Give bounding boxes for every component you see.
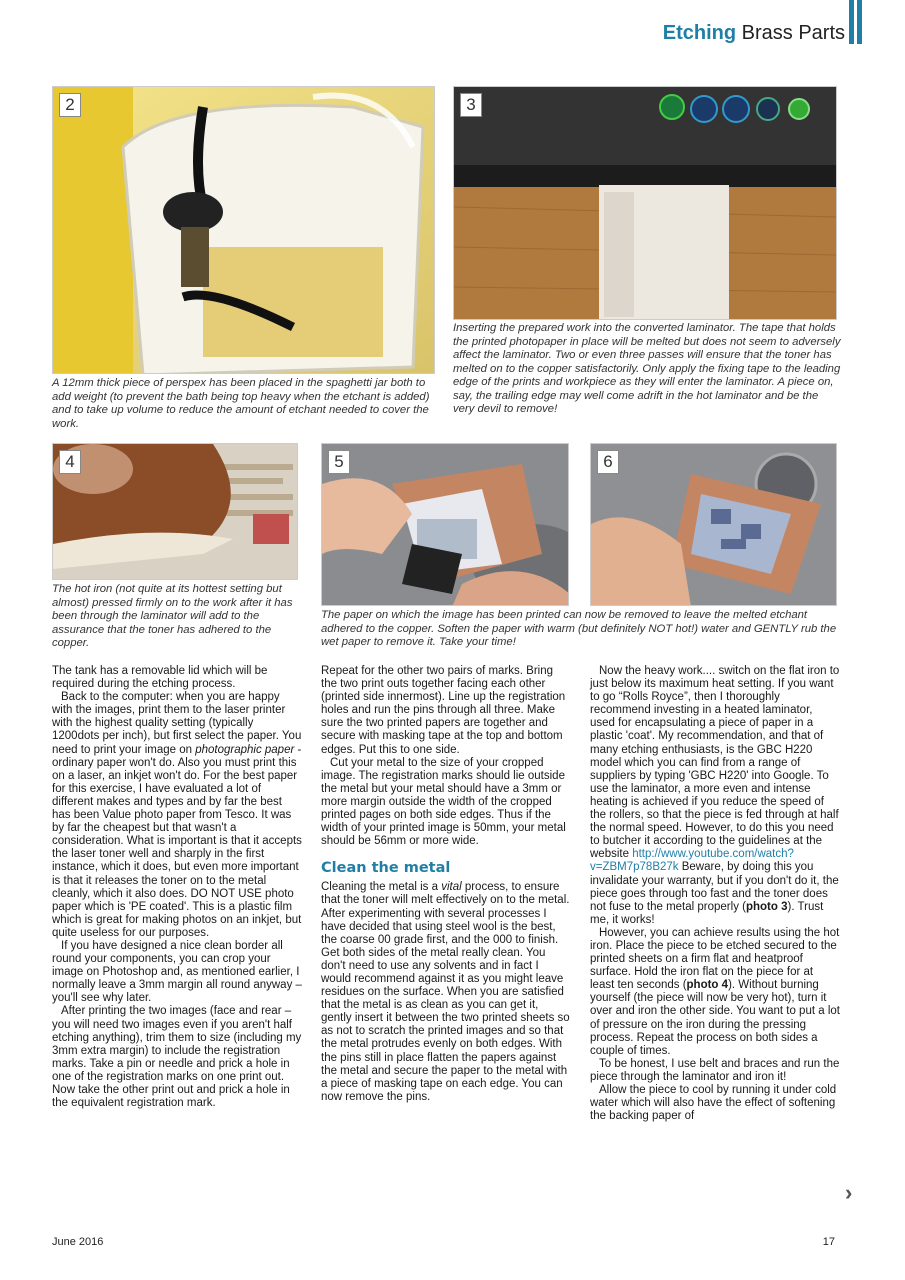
photo-6-number: 6 bbox=[597, 450, 619, 474]
emphasis: vital bbox=[441, 881, 462, 894]
text: Back to the computer: when you are happy with the images, print them to the laser printer with the highest quality setting (typically 1200dots per inch), but first select the paper. You need to print your image on bbox=[52, 691, 302, 756]
paragraph: If you have designed a nice clean border all round your components, you can crop your image on Photoshop and, as mentioned earlier, I normally leave a 3mm margin all round anyway – you'll see why later. bbox=[52, 939, 302, 1005]
text: Beware, by doing this you invalidate your warranty, but if you don't do it, the piece goes through too fast and the toner does not fuse to the metal properly ( bbox=[590, 861, 839, 913]
text: ). Without burning yourself (the piece will now be very hot), turn it over and iron the other side. You want to put a lot of pressure on the iron during the pressing process. Repeat the process on both sides a couple of times. bbox=[590, 979, 840, 1057]
photo-5 bbox=[321, 443, 569, 606]
paragraph: Allow the piece to cool by running it under cold water which will also have the effect of softening the backing paper of bbox=[590, 1084, 837, 1123]
paragraph bbox=[52, 691, 302, 940]
photo-5-number: 5 bbox=[328, 450, 350, 474]
photo-6 bbox=[590, 443, 837, 606]
text: - ordinary paper won't do. Also you must print this on a laser, an inkjet won't do. For the best paper for this exercise, I have evaluated a lot of different makes and types and by far the best has been Value photo paper from Tesco. It was by far the cheapest but that wasn't a consideration. What is important is that it accepts the laser toner well and sharply in the first instance, which it does, but even more important is that it releases the toner on to the metal cleanly, which it also does. DO NOT USE photo paper which is 'PE coated'. This is a plastic film which is great for making photos on an inkjet, but quite useless for our purposes. bbox=[52, 743, 302, 939]
paragraph: Cut your metal to the size of your cropped image. The registration marks should lie outside the metal but your metal should have a 3mm or more margin outside the width of the cropped printed pages on both side edges. Thus if the width of your printed image is 50mm, your metal should be 56mm or more wide. bbox=[321, 756, 566, 848]
paragraph bbox=[590, 927, 840, 1058]
page-header bbox=[663, 20, 845, 46]
bold-reference: photo 4 bbox=[686, 979, 729, 992]
paragraph bbox=[321, 881, 571, 1104]
paragraph: Repeat for the other two pairs of marks. Bring the two print outs together facing each other (printed side innermost). Line up the registration holes and run the pins through all three. Make sure the two printed papers are together and secure with masking tape at the top and bottom edges. Put this to one side. bbox=[321, 665, 566, 756]
header-accent: Etching bbox=[662, 22, 737, 44]
text-column-1 bbox=[52, 665, 302, 1110]
photo-2 bbox=[52, 86, 435, 374]
photo-2-number: 2 bbox=[59, 93, 81, 117]
header-rule bbox=[849, 0, 854, 44]
paragraph: The tank has a removable lid which will be required during the etching process. bbox=[52, 665, 268, 691]
emphasis: photographic paper bbox=[195, 743, 295, 756]
paragraph bbox=[590, 665, 840, 927]
text-column-2 bbox=[321, 665, 571, 1104]
photo-3-image bbox=[454, 87, 837, 320]
photo-4-image bbox=[53, 444, 298, 580]
header-title: Brass Parts bbox=[736, 22, 845, 44]
text: However, you can achieve results using the hot iron. Place the piece to be etched secured to the printed sheets on a firm flat and heatproof surface. Hold the iron flat on the piece for at least ten seconds ( bbox=[590, 926, 840, 992]
bold-reference: photo 3 bbox=[745, 900, 788, 913]
header-rule bbox=[857, 0, 862, 44]
photo-4 bbox=[52, 443, 298, 580]
paragraph: After printing the two images (face and rear – you will need two images even if you aren't half etching anything), trim them to size (including my 3mm extra margin) to include the registration marks. Take a pin or needle and prick a hole in one of the registration marks on one print out. Now take the other print out and prick a hole in the equivalent registration mark. bbox=[52, 1005, 302, 1110]
photo-3-caption: Inserting the prepared work into the converted laminator. The tape that holds the printed photopaper in place will be melted but does not seem to adversely affect the laminator. Two or even three passes will ensure that the toner has melted on to the copper satisfactorily. Only apply the fixing tape to the leading edge of the prints and workpiece as they will enter the laminator. A piece on, say, the trailing edge may well come adrift in the hot laminator and be the very devil to remove! bbox=[453, 322, 841, 415]
photo-5-image bbox=[322, 444, 569, 606]
photo-3 bbox=[453, 86, 837, 320]
page-number: 17 bbox=[822, 1236, 835, 1248]
paragraph: To be honest, I use belt and braces and run the piece through the laminator and iron it! bbox=[590, 1057, 840, 1083]
text: Cleaning the metal is a bbox=[321, 881, 442, 894]
next-page-arrow-icon[interactable]: › bbox=[845, 1180, 853, 1205]
photo-5-6-caption: The paper on which the image has been printed can now be removed to leave the melted etchant adhered to the copper. Soften the paper with warm (but definitely NOT hot!) water and GENTLY rub the wet paper to remove it. Take your time! bbox=[321, 609, 837, 648]
text: Now the heavy work.... switch on the flat iron to just below its maximum heat setting. If you want to go “Rolls Royce”, then I thoroughly recommend investing in a heated laminator, used for encapsulating a piece of paper in a plastic 'coat'. My recommendation, and that of many etching enthusiasts, is the GBC H220 model which you can find from a range of suppliers by typing 'GBC H220' into Google. To use the laminator, a more even and intense heating is achieved if you reduce the speed of the rollers, so that the piece is fed through at half the normal speed. However, to do this you need to butcher it according to the guidelines at the website bbox=[590, 665, 840, 861]
text: process, to ensure that the toner will melt effectively on to the metal. After experimenting with several processes I have decided that using steel wool is the best, the coarse 00 grade first, and the 000 to finish. Get both sides of the metal really clean. You don't need to use any solvents and in fact I would recommend against it as you might leave residues on the surface. When you are satisfied that the metal is as clean as you can get it, gently insert it between the two printed sheets so as not to scratch the printed images and so that the metal protrudes evenly on both edges. With the pins still in place flatten the papers against the metal and secure the paper to the metal with a piece of masking tape on each edge. You can now remove the pins. bbox=[321, 881, 570, 1103]
photo-4-caption: The hot iron (not quite at its hottest setting but almost) pressed firmly on to the work after it has been through the laminator will add to the assurance that the toner has adhered to the copper. bbox=[52, 583, 293, 649]
text-column-3 bbox=[590, 665, 840, 1123]
issue-date: June 2016 bbox=[52, 1236, 104, 1248]
photo-2-caption: A 12mm thick piece of perspex has been placed in the spaghetti jar both to add weight (to prevent the bath being top heavy when the etchant is added) and to take up volume to reduce the amount of etchant needed to cover the work. bbox=[52, 377, 430, 430]
photo-2-image bbox=[53, 87, 435, 374]
photo-4-number: 4 bbox=[59, 450, 81, 474]
photo-6-image bbox=[591, 444, 837, 606]
section-heading: Clean the metal bbox=[321, 860, 451, 877]
photo-3-number: 3 bbox=[460, 93, 482, 117]
youtube-link[interactable]: http://www.youtube.com/watch?v=ZBM7p78B27k bbox=[590, 848, 794, 874]
text: ). Trust me, it works! bbox=[590, 900, 824, 926]
